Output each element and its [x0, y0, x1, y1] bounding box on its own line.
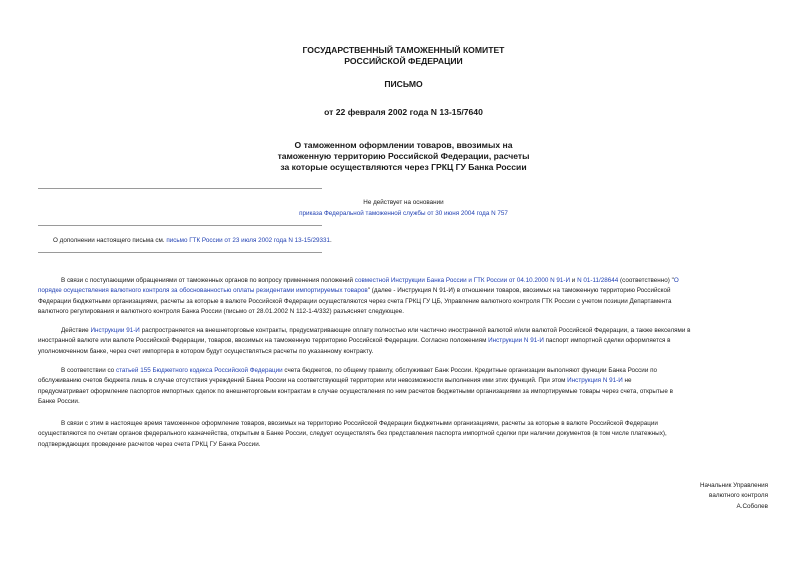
- p1-line-4: валютного регулирования и валютного контроля Банка России (письмо от 28.01.2002 N 112-1-4/332) разъясняет следующее.: [38, 308, 404, 316]
- instruction-91i-link[interactable]: Инструкции N 91-И: [488, 337, 544, 345]
- title-line-1: О таможенном оформлении товаров, ввозимых на: [294, 140, 513, 150]
- instruction-01-11-link[interactable]: N 01-11/28644: [577, 277, 619, 284]
- p2-line-1: [38, 326, 768, 336]
- divider: [38, 188, 322, 189]
- p3-line-3: предусматривает оформление паспортов импортных сделок по внешнеторговым контрактам в случае осуществления по ним расчетов бюджетными организациями за импортируемые товары через счета, открытые в: [38, 387, 673, 395]
- title-line-2: таможенную территорию Российской Федерации, расчеты: [277, 151, 530, 161]
- p4-line-2: осуществляются по счетам органов федерального казначейства, открытым в Банке России, следует осуществлять без представления паспорта импортной сделки при наличии документов (в том числе платежных),: [38, 430, 667, 438]
- signature-title-1: Начальник Управления: [699, 482, 768, 489]
- p1-line-3: Федерации бюджетными организациями, расчеты за которые в валюте Российской Федерации осуществляются через счета ГРКЦ ГУ ЦБ, Управление валютного контроля ГТК России с учетом позиции Департамента: [38, 297, 672, 305]
- note-suffix: .: [329, 237, 332, 244]
- divider: [38, 252, 322, 253]
- note-prefix: О дополнении настоящего письма см.: [53, 237, 167, 244]
- p3-text: не: [622, 377, 632, 385]
- p2-text: Действие: [61, 327, 91, 334]
- signature-name: А.Соболев: [736, 502, 768, 510]
- org-line-1: ГОСУДАРСТВЕННЫЙ ТАМОЖЕННЫЙ КОМИТЕТ: [302, 45, 505, 55]
- doc-date: от 22 февраля 2002 года N 13-15/7640: [324, 107, 483, 117]
- divider: [38, 225, 322, 226]
- p4-line-3: подтверждающих проведение расчетов через счета ГРКЦ ГУ Банка России.: [38, 440, 261, 448]
- signature-title-2: валютного контроля: [709, 492, 768, 500]
- p3-text: В соответствии со: [61, 367, 116, 374]
- p2-line-2: [38, 336, 768, 346]
- doc-title: [0, 140, 807, 173]
- p2-text: иностранной валюте или валюте Российской Федерации, товаров, ввозимых на таможенную территорию Российской Федерации. Согласно положениям: [38, 337, 489, 345]
- paragraph-2: [38, 326, 768, 357]
- p3-line-2: [38, 376, 768, 386]
- instruction-title-link[interactable]: О: [673, 277, 679, 284]
- paragraph-4: [38, 419, 768, 450]
- budget-code-link[interactable]: статьей 155 Бюджетного кодекса Российской Федерации: [115, 367, 283, 374]
- status-block: [0, 209, 807, 218]
- instruction-91i-link[interactable]: Инструкция N 91-И: [567, 377, 623, 385]
- p2-line-3: уполномоченном банке, через счет импортера в котором будут осуществляться расчеты по указанному контракту.: [38, 347, 374, 355]
- status-text: Не действует на основании: [363, 199, 444, 206]
- p3-text: обслуживанию счетов бюджета лишь в случае отсутствия учреждений Банка России на соответствующей территории или невозможности выполнения ими этих функций. При этом: [38, 377, 568, 385]
- org-name: [0, 45, 807, 67]
- p1-text: " (далее - Инструкция N 91-И) в отношении товаров, ввозимых на таможенную территорию Российской: [367, 287, 671, 295]
- p3-line-4: Банке России.: [38, 398, 80, 406]
- doc-type: ПИСЬМО: [384, 79, 423, 89]
- supplement-letter-link[interactable]: письмо ГТК России от 23 июля 2002 года N 13-15/29331: [166, 237, 330, 244]
- p1-text: В связи с поступающими обращениями от таможенных органов по вопросу применения положений: [61, 277, 355, 284]
- paragraph-1: [38, 276, 768, 318]
- paragraph-3: [38, 366, 768, 408]
- org-line-2: РОССИЙСКОЙ ФЕДЕРАЦИИ: [344, 56, 463, 66]
- instruction-91i-link[interactable]: Инструкции 91-И: [90, 327, 140, 334]
- status-order-link[interactable]: приказа Федеральной таможенной службы от 30 июня 2004 года N 757: [299, 210, 508, 217]
- instruction-91i-link[interactable]: совместной Инструкции Банка России и ГТК России от 04.10.2000 N 91-И: [354, 277, 571, 284]
- p1-text: и: [570, 277, 578, 284]
- p3-text: счета бюджетов, по общему правилу, обслуживает Банк России. Кредитные организации выполняют функции Банка России по: [282, 367, 657, 374]
- supplement-note: [53, 236, 332, 245]
- p1-line-2: [38, 286, 768, 296]
- signature: [568, 481, 768, 512]
- p3-line-1: [38, 366, 768, 376]
- p2-text: распространяется на внешнеторговые контракты, предусматривающие оплату полностью или частично иностранной валютой и/или валютой Российской Федерации, а также векселями в: [139, 327, 691, 334]
- title-line-3: за которые осуществляются через ГРКЦ ГУ Банка России: [280, 162, 527, 172]
- p1-text: (соответственно) ": [618, 277, 674, 284]
- p1-line-1: [38, 276, 768, 286]
- instruction-title-link[interactable]: порядке осуществления валютного контроля за обоснованностью оплаты резидентами импортируемых товаров: [38, 287, 368, 295]
- p2-text: паспорт импортной сделки оформляется в: [543, 337, 671, 345]
- p4-line-1: В связи с этим в настоящее время таможенное оформление товаров, ввозимых на территорию Российской Федерации бюджетными организациями, расчеты за которые в валюте Российской Федерации: [61, 420, 658, 427]
